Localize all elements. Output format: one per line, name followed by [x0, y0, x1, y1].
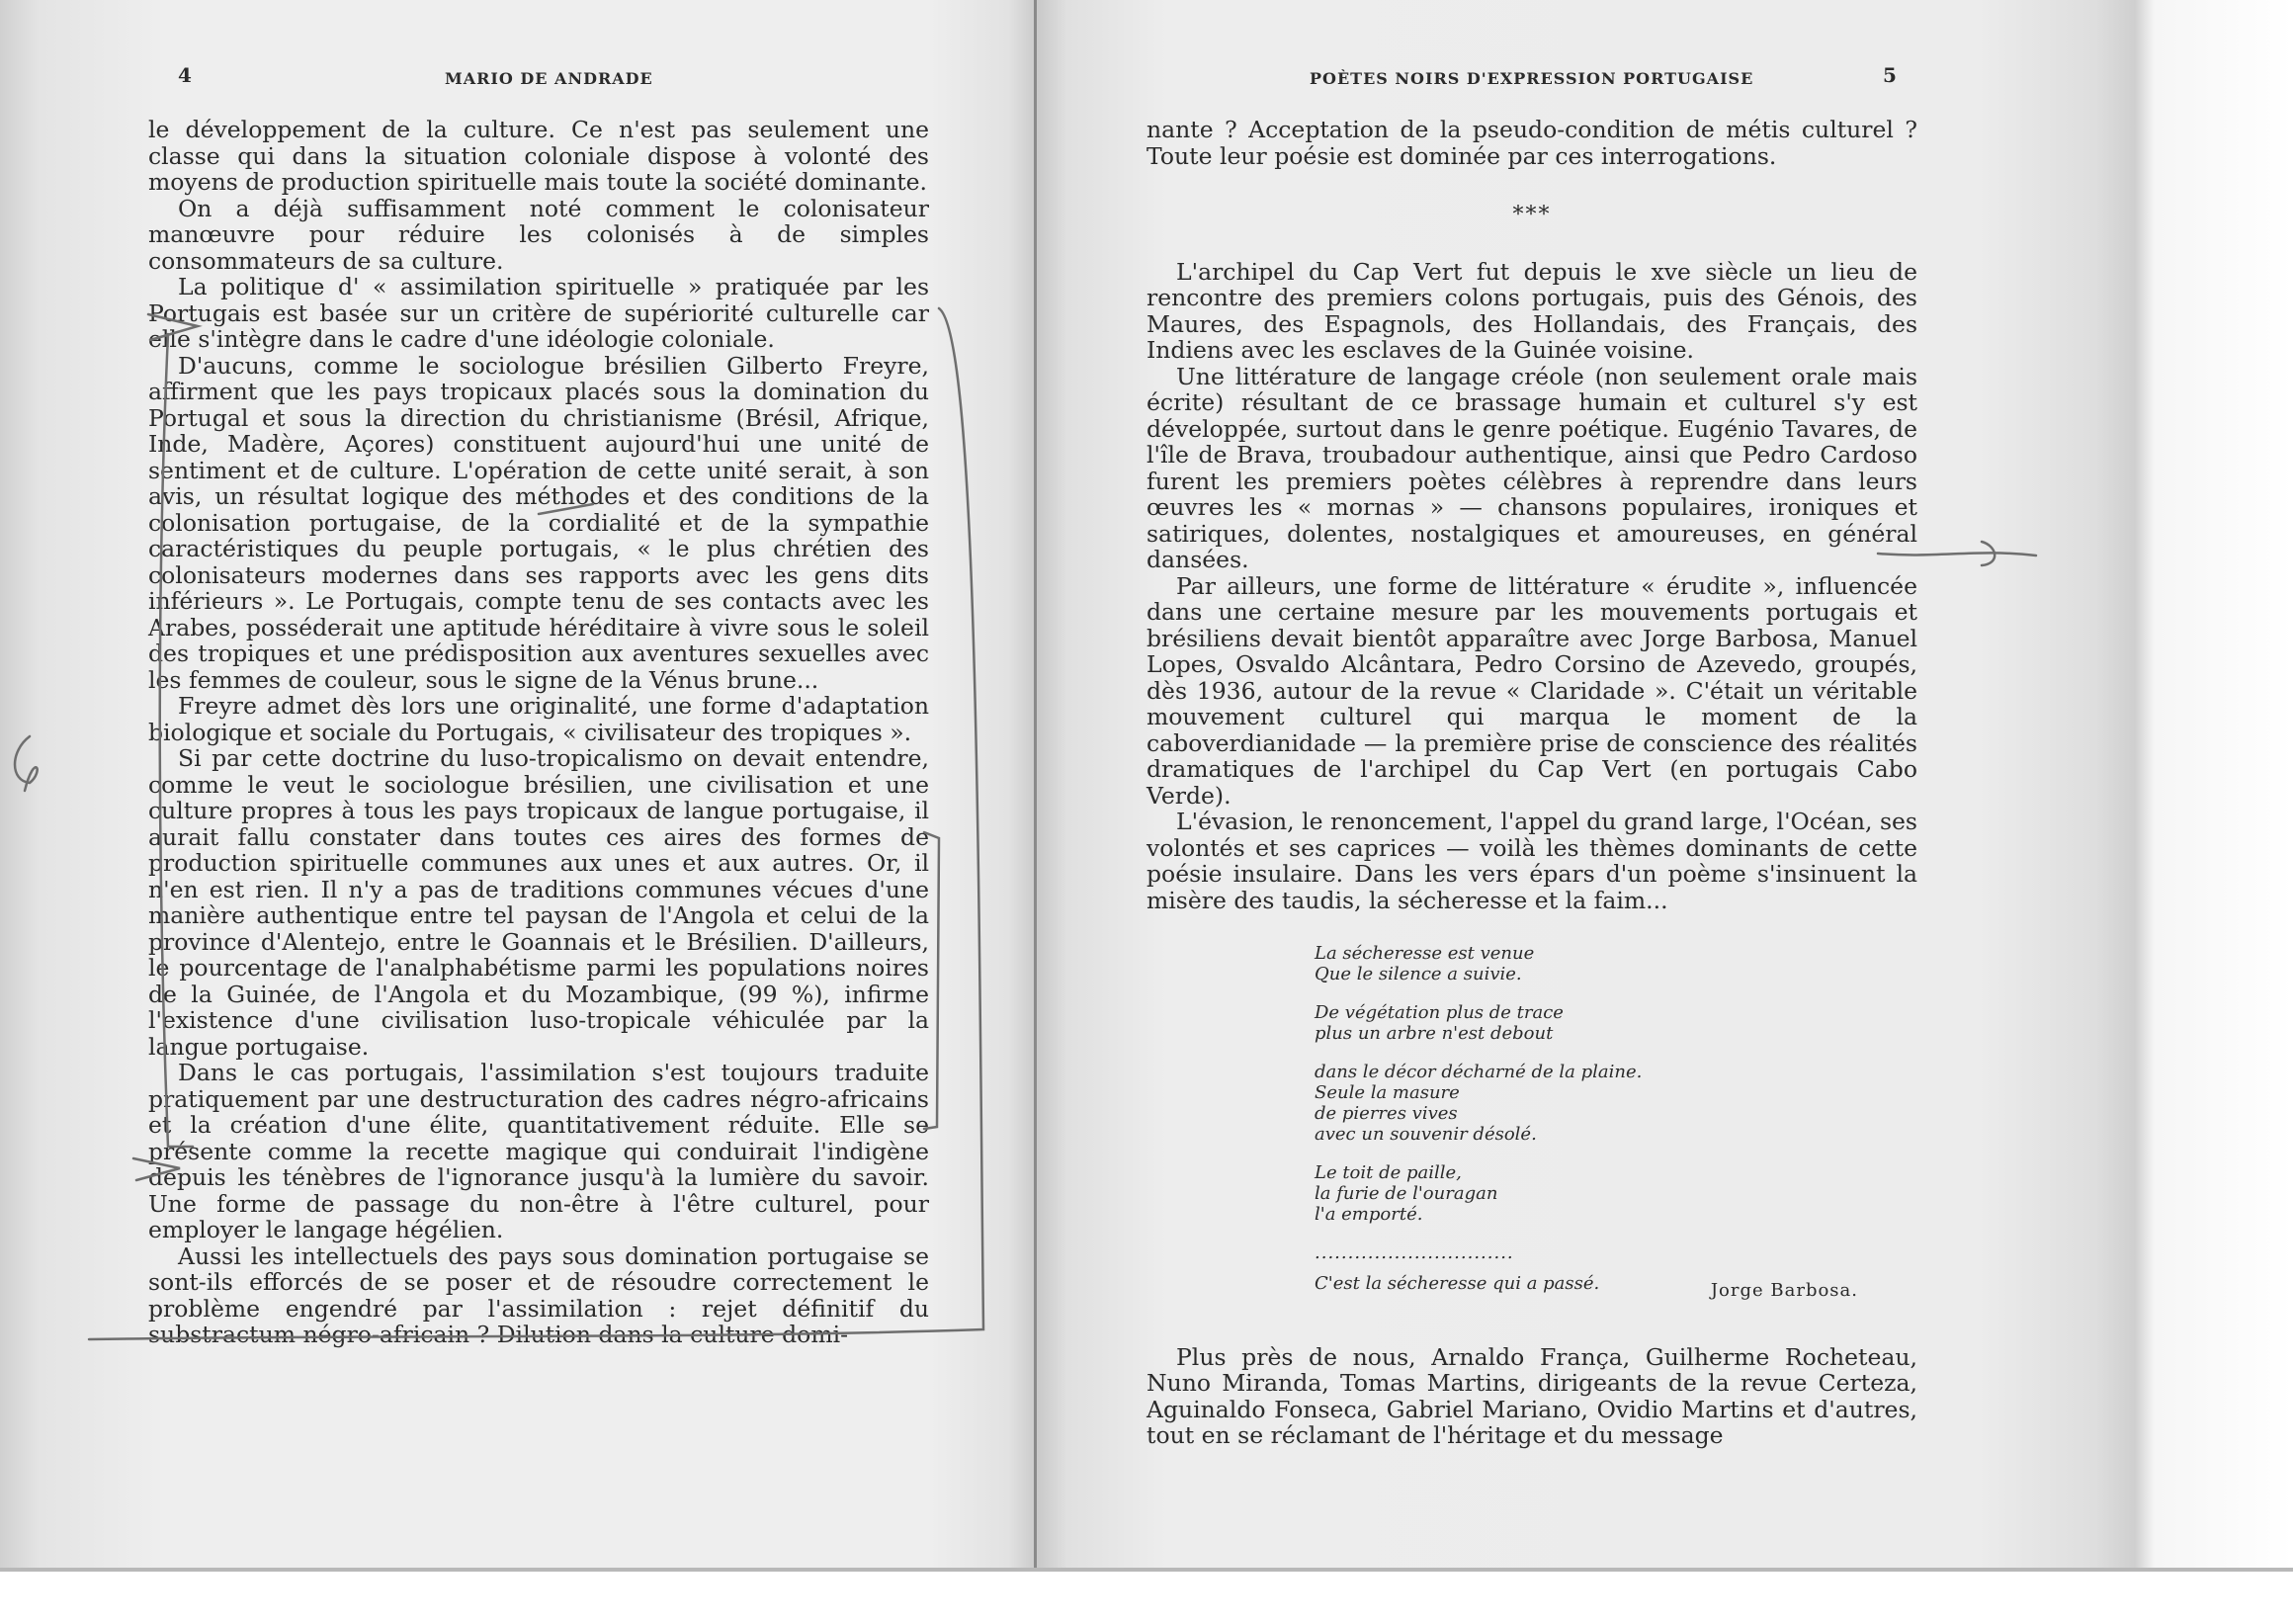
- right-page: [1146, 59, 1917, 1449]
- paragraph: D'aucuns, comme le sociologue brésilien Gilberto Freyre, affirment que les pays tropicaux placés sous la domination du Portugal et sous la direction du christianisme (Brésil, Afrique, Inde, Madère, Açores) constituent aujourd'hui une unité de sentiment et de culture. L'opération de cette unité serait, à son avis, un résultat logique des méthodes et des conditions de la colonisation portugaise, de la cordialité et de la sympathie caractéristiques du peuple portugais, « le plus chrétien des colonisateurs modernes dans ses rapports avec les gens dits inférieurs ». Le Portugais, compte tenu de ses contacts avec les Arabes, posséderait une aptitude héréditaire à vivre sous le soleil des tropiques et une prédisposition aux aventures sexuelles avec les femmes de couleur, sous le signe de la Vénus brune...: [148, 351, 929, 694]
- poem-last-line: C'est la sécheresse qui a passé.: [1315, 1273, 1600, 1294]
- poem-line: Seule la masure: [1315, 1082, 1460, 1103]
- section-ornament: ***: [1512, 203, 1552, 227]
- book-gutter: [1034, 0, 1037, 1572]
- poem-line: de pierres vives: [1315, 1103, 1458, 1124]
- poem-author: Jorge Barbosa.: [1710, 1280, 1858, 1301]
- poem-stanza: [1315, 943, 1917, 984]
- paragraph: L'évasion, le renoncement, l'appel du grand large, l'Océan, ses volontés et ses caprices — voilà les thèmes dominants de cette poésie insulaire. Dans les vers épars d'un poème s'insinuent la misère des taudis, la sécheresse et la faim...: [1146, 808, 1917, 914]
- left-page-header: [148, 59, 929, 99]
- poem-stanza: [1315, 1162, 1917, 1225]
- paragraph: Si par cette doctrine du luso-tropicalismo on devait entendre, comme le veut le sociologue brésilien, une civilisation et une culture propres à tous les pays tropicaux de langue portugaise, il aurait fallu constater dans toutes ces aires des formes de production spirituelle communes aux unes et aux autres. Or, il n'en est rien. Il n'y a pas de traditions communes vécues d'une manière authentique entre tel paysan de l'Angola et celui de la province d'Alentejo, entre le Goannais et le Brésilien. D'ailleurs, le pourcentage de l'analphabétisme parmi les populations noires de la Guinée, de l'Angola et du Mozambique, (99 %), infirme l'existence d'une civilisation luso-tropicale véhiculée par la langue portugaise.: [148, 744, 929, 1061]
- paragraph: Dans le cas portugais, l'assimilation s'est toujours traduite pratiquement par une destructuration des cadres négro-africains et la création d'une élite, quantitativement réduite. Elle se présente comme la recette magique qui conduirait l'indigène depuis les ténèbres de l'ignorance jusqu'à la lumière du savoir. Une forme de passage du non-être à l'être culturel, pour employer le langage hégélien.: [148, 1059, 929, 1243]
- left-page-body: [148, 117, 929, 1348]
- poem-line: De végétation plus de trace: [1315, 1002, 1564, 1023]
- poem-stanza: [1315, 1062, 1917, 1145]
- paragraph: le développement de la culture. Ce n'est pas seulement une classe qui dans la situation coloniale dispose à volonté des moyens de production spirituelle mais toute la société dominante.: [148, 116, 929, 196]
- right-page-header: [1146, 59, 1917, 99]
- paragraph: Une littérature de langage créole (non seulement orale mais écrite) résultant de ce brassage humain et culturel s'y est développée, surtout dans le genre poétique. Eugénio Tavares, de l'île de Brava, troubadour authentique, ainsi que Pedro Cardoso furent les premiers poètes célèbres à reprendre dans leurs œuvres les « mornas » — chansons populaires, ironiques et satiriques, dolentes, nostalgiques et amoureuses, en général dansées.: [1146, 362, 1917, 573]
- page-number: 4: [178, 63, 193, 87]
- poem-ellipsis: ..............................: [1315, 1242, 1514, 1263]
- paragraph: Plus près de nous, Arnaldo França, Guilherme Rocheteau, Nuno Miranda, Tomas Martins, dirigeants de la revue Certeza, Aguinaldo Fonseca, Gabriel Mariano, Ovidio Martins et d'autres, tout en se réclamant de l'héritage et du message: [1146, 1342, 1917, 1449]
- left-page: [148, 59, 929, 1348]
- right-page-body: [1146, 117, 1917, 1449]
- running-head: POÈTES NOIRS D'EXPRESSION PORTUGAISE: [1310, 69, 1754, 88]
- poem-stanza: [1315, 1002, 1917, 1044]
- poem-line: dans le décor décharné de la plaine.: [1315, 1062, 1643, 1082]
- poem-line: plus un arbre n'est debout: [1315, 1023, 1554, 1044]
- poem-line: avec un souvenir désolé.: [1315, 1124, 1537, 1145]
- poem-line: Que le silence a suivie.: [1315, 964, 1522, 984]
- poem-line: la furie de l'ouragan: [1315, 1183, 1498, 1204]
- paragraph: Freyre admet dès lors une originalité, une forme d'adaptation biologique et sociale du Portugais, « civilisateur des tropiques ».: [148, 692, 929, 746]
- paragraph: On a déjà suffisamment noté comment le colonisateur manœuvre pour réduire les colonisés à de simples consommateurs de sa culture.: [148, 194, 929, 275]
- poem-line: Le toit de paille,: [1315, 1162, 1462, 1183]
- paragraph: nante ? Acceptation de la pseudo-condition de métis culturel ? Toute leur poésie est dominée par ces interrogations.: [1146, 116, 1917, 170]
- paragraph: La politique d' « assimilation spirituelle » pratiquée par les Portugais est basée sur un critère de supériorité culturelle car elle s'intègre dans le cadre d'une idéologie coloniale.: [148, 273, 929, 353]
- paragraph: Par ailleurs, une forme de littérature « érudite », influencée dans une certaine mesure par les mouvements portugais et brésiliens devait bientôt apparaître avec Jorge Barbosa, Manuel Lopes, Osvaldo Alcântara, Pedro Corsino de Azevedo, groupés, dès 1936, autour de la revue « Claridade ». C'était un véritable mouvement culturel qui marqua le moment de la caboverdianidade — la première prise de conscience des réalités dramatiques de l'archipel du Cap Vert (en portugais Cabo Verde).: [1146, 571, 1917, 810]
- poem-line: La sécheresse est venue: [1315, 943, 1535, 964]
- paragraph: Aussi les intellectuels des pays sous domination portugaise se sont-ils efforcés de se poser et de résoudre correctement le problème engendré par l'assimilation : rejet définitif du substractum négro-africain ? Dilution dans la culture domi-: [148, 1241, 929, 1348]
- page-number: 5: [1883, 63, 1898, 87]
- poem: [1315, 943, 1917, 1294]
- paragraph: L'archipel du Cap Vert fut depuis le xve siècle un lieu de rencontre des premiers colons portugais, puis des Génois, des Maures, des Espagnols, des Hollandais, des Français, des Indiens avec les esclaves de la Guinée voisine.: [1146, 257, 1917, 364]
- poem-line: l'a emporté.: [1315, 1204, 1423, 1225]
- scan-edge: [0, 1568, 2293, 1572]
- running-head: MARIO DE ANDRADE: [445, 69, 653, 88]
